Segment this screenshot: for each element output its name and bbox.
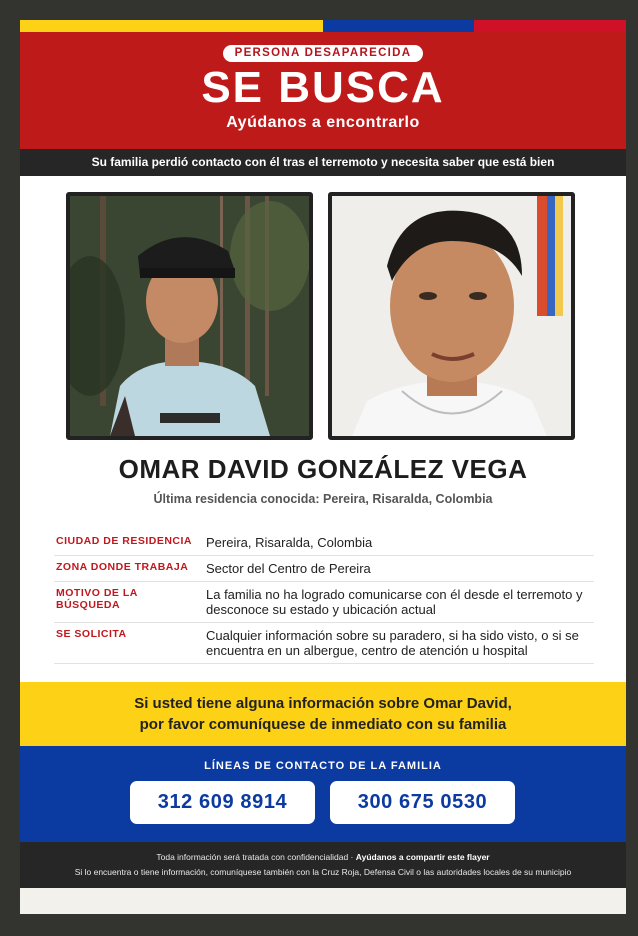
appeal-message (20, 682, 626, 735)
last-known-residence: Última residencia conocida: Pereira, Risaralda, Colombia (153, 492, 493, 506)
detail-row-request (54, 623, 594, 664)
phone-number-1[interactable]: 312 609 8914 (130, 781, 315, 824)
flag-stripe (20, 20, 626, 32)
detail-value: Sector del Centro de Pereira (206, 561, 371, 576)
appeal-line-2: por favor comuníquese de inmediato con su familia (139, 716, 507, 733)
flyer-subtitle: Ayúdanos a encontrarlo (226, 114, 420, 131)
appeal-line-1: Si usted tiene alguna información sobre Omar David, (134, 695, 512, 712)
footer-line-1 (20, 842, 626, 865)
footer (20, 842, 626, 888)
flag-yellow-band (20, 20, 323, 32)
missing-person-flyer (20, 20, 626, 914)
contact-section (20, 746, 626, 842)
detail-value: La familia no ha logrado comunicarse con él desde el terremoto y desconoce su estado y ubicación actual (206, 587, 583, 617)
flag-red-band (474, 20, 626, 32)
photo-row (20, 176, 626, 456)
detail-value: Cualquier información sobre su paradero, si ha sido visto, o si se encuentra en un albergue, centro de atención u hospital (206, 628, 579, 658)
detail-label: ZONA DONDE TRABAJA (56, 561, 189, 573)
phone-number-2[interactable]: 300 675 0530 (330, 781, 515, 824)
detail-value: Pereira, Risaralda, Colombia (206, 535, 373, 550)
appeal-banner (20, 682, 626, 746)
person-photo-2 (328, 192, 575, 440)
flyer-title: SE BUSCA (201, 63, 445, 112)
phone-list (20, 781, 626, 825)
detail-label: MOTIVO DE LA BÚSQUEDA (56, 587, 138, 611)
bottom-band (20, 888, 626, 914)
share-flyer-note: Ayúdanos a compartir este flayer (355, 852, 490, 862)
flag-blue-band (323, 20, 474, 32)
detail-row-work-zone (54, 556, 594, 582)
header-banner (20, 32, 626, 149)
footer-line-2: Si lo encuentra o tiene información, comuníquese también con la Cruz Roja, Defensa Civil o las autoridades locales de su municipio (74, 867, 572, 877)
person-photo-1-illustration (70, 196, 309, 436)
person-photo-2-illustration (332, 196, 571, 436)
person-name: OMAR DAVID GONZÁLEZ VEGA (118, 454, 528, 484)
details-table (54, 529, 594, 664)
notice-strip: Su familia perdió contacto con él tras el terremoto y necesita saber que está bien (20, 149, 626, 176)
person-photo-1 (66, 192, 313, 440)
confidentiality-note: Toda información será tratada con confidencialidad · (156, 852, 356, 862)
detail-row-reason (54, 582, 594, 623)
detail-row-city (54, 529, 594, 556)
detail-label: SE SOLICITA (56, 628, 127, 640)
contact-heading: LÍNEAS DE CONTACTO DE LA FAMILIA (204, 760, 442, 772)
detail-label: CIUDAD DE RESIDENCIA (56, 535, 193, 547)
missing-person-badge: PERSONA DESAPARECIDA (223, 45, 424, 62)
